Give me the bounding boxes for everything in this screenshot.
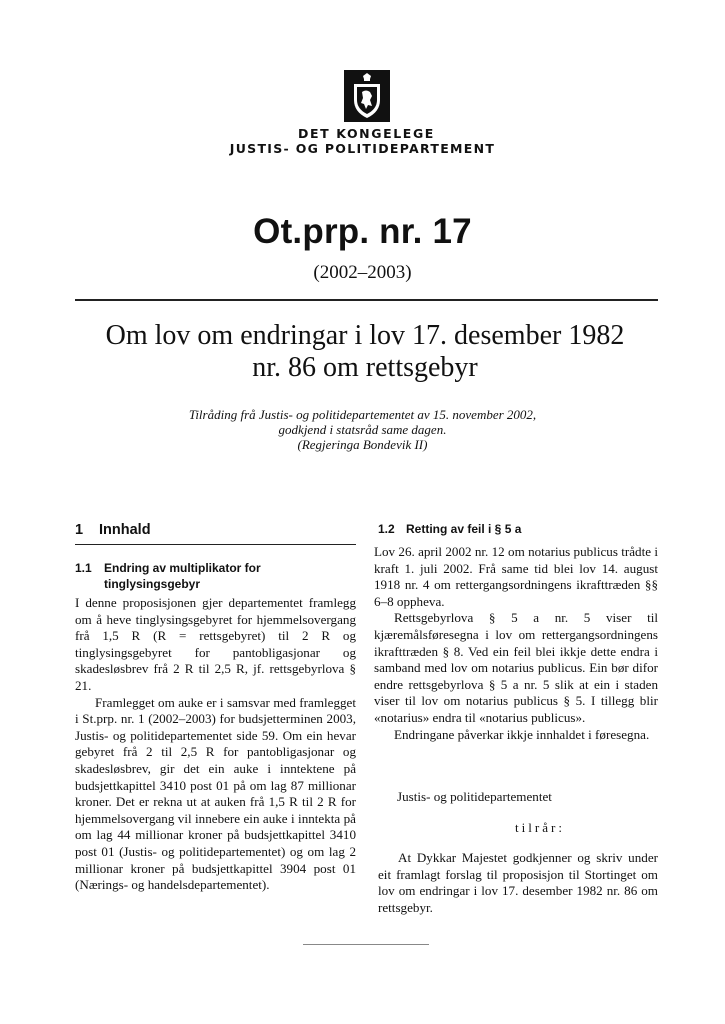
- closing-paragraph: At Dykkar Majestet godkjenner og skriv under eit framlagt forslag til proposisjon til Stortinget om lov om endringar i lov 17. desember 1982 nr. 86 om rettsgebyr.: [378, 850, 658, 915]
- subsection-title: Retting av feil i § 5 a: [406, 522, 522, 536]
- department-name-line2: JUSTIS- OG POLITIDEPARTEMENT: [229, 141, 496, 156]
- paragraph: Endringane påverkar ikkje innhaldet i føresegna.: [394, 726, 650, 742]
- title-divider: [75, 299, 658, 301]
- right-column-body: [374, 544, 658, 743]
- left-column-body: [75, 595, 356, 894]
- paragraph: I denne proposisjonen gjer departementet framlegg om å heve tinglysingsgebyret for hjemmelsovergang frå 1,5 R (R = rettsgebyret) til 2 R og tinglysingsgebyret for pantobligasjonar og skadesløsbrev frå 2 R til 2,5 R, jf. rettsgebyrlova § 21.: [75, 595, 356, 693]
- subsection-number: 1.1: [75, 561, 92, 575]
- department-name-line1: DET KONGELEGE: [298, 126, 435, 141]
- subsection-title-b: tinglysingsgebyr: [104, 577, 201, 591]
- subsection-number: 1.2: [378, 522, 395, 536]
- section-title: Innhald: [99, 522, 151, 538]
- footer-divider: [303, 944, 429, 945]
- subsection-heading-1-1: [75, 560, 356, 592]
- paragraph: Framlegget om auke er i samsvar med framlegget i St.prp. nr. 1 (2002–2003) for budsjetterminen 2003, Justis- og politidepartementet side 59. Om ein hevar gebyret frå 2 til 2,5 R for pantobligasjonar og skadesløsbrev, gir det ein auke i inntektene på budsjettkapittel 3410 post 01 på om lag 87 millionar kroner. Det er rekna ut at auken frå 1,5 R til 2 R for hjemmelsovergang vil innebere ein auke i inntekta på om lag 44 millionar kroner på budsjettkapittel 3410 post 01 (Justis- og politidepartementet) og om lag 2 millionar kroner på budsjettkapittel 3904 post 01 (Nærings- og handelsdepartementet).: [75, 694, 356, 893]
- government-name: (Regjeringa Bondevik II): [297, 437, 428, 452]
- recommendation-note: [0, 407, 725, 452]
- recommendation-line2: godkjend i statsråd same dagen.: [278, 422, 447, 437]
- recommends-label: tilrår:: [514, 820, 566, 835]
- session-years: (2002–2003): [313, 262, 412, 283]
- section-number: 1: [75, 522, 84, 538]
- coat-of-arms-logo: [344, 70, 390, 122]
- document-title-line2: nr. 86 om rettsgebyr: [252, 352, 478, 383]
- paragraph: Lov 26. april 2002 nr. 12 om notarius publicus trådte i kraft 1. juli 2002. Frå same tid blei lov 14. august 1918 nr. 4 om rettergangsordningens ikrafttræden §§ 6–8 oppheva.: [374, 544, 658, 609]
- recommendation-line1: Tilråding frå Justis- og politidepartementet av 15. november 2002,: [188, 407, 537, 422]
- section-heading-innhald: [75, 522, 356, 538]
- document-title-line1: Om lov om endringar i lov 17. desember 1982: [105, 320, 625, 351]
- section-divider: [75, 544, 356, 545]
- document-number: Ot.prp. nr. 17: [253, 212, 472, 251]
- document-title: [60, 320, 670, 384]
- subsection-title-a: Endring av multiplikator for: [104, 561, 261, 575]
- paragraph: Rettsgebyrlova § 5 a nr. 5 viser til kjæremålsføresegna i lov om rettergangsordningens ikrafttræden § 8. Ved ein feil blei ikkje dette endra i samband med lov om notarius publicus. Ein bør difor endre rettsgebyrlova § 5 a nr. 5 slik at ein i staden viser til lov om notarius publicus § 5. I tillegg blir «notarius» endra til «notarius publicus».: [374, 610, 658, 725]
- subsection-heading-1-2: [378, 522, 658, 536]
- signature-department: Justis- og politidepartementet: [397, 789, 552, 804]
